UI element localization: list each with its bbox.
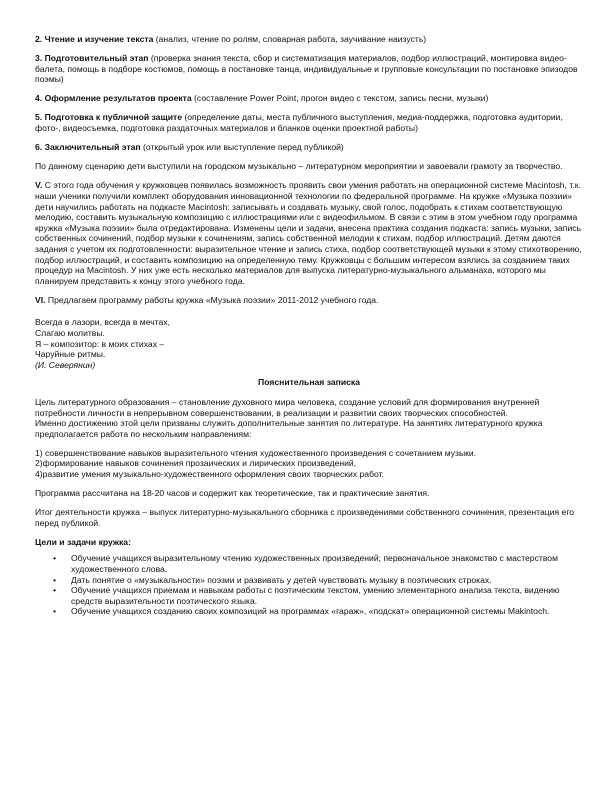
goals-list (35, 553, 583, 617)
section-vi-number: VI. (35, 294, 46, 305)
stage-item (35, 34, 583, 45)
poem-author: (И. Северянин) (35, 359, 96, 370)
stage-description: (определение даты, места публичного выступления, медиа-поддержка, подготовка аудитории, фото-, видеосъемка, подготовка раздаточных материалов и бланков оценки проектной работы) (35, 112, 563, 134)
stage-description: (составление Power Point, прогон видео с текстом, запись песни, музыки) (191, 93, 489, 104)
direction-item: 1) совершенствование навыков выразительного чтения художественного произведения с сочетанием музыки. (35, 447, 477, 458)
stage-number: 2. (35, 34, 43, 44)
section-v-paragraph (35, 180, 583, 286)
direction-item: 2)формирование навыков сочинения прозаических и лирических произведений, (35, 458, 357, 469)
goal-text: Обучение учащихся созданию своих композиций на программах «гараж», «подскат» операционной системы Makintoch. (71, 606, 550, 617)
goal-item (35, 553, 583, 574)
stage-number: 3. (35, 53, 43, 64)
stage-title: Подготовительный этап (44, 53, 149, 64)
goal-text: Обучение учащихся приемам и навыкам работы с поэтическим текстом, умению элементарного анализа текста, видению средств выразительности поэтического языка. (71, 585, 560, 606)
stage-title: Заключительный этап (44, 142, 141, 153)
stage-number: 5. (35, 112, 43, 123)
stage-title: Чтение и изучение текста (44, 34, 154, 44)
stage-description: (проверка знания текста, сбор и систематизация материалов, подбор иллюстраций, монтировка видео-балета, помощь в подборе костюмов, помощь в постановке танца, индивидуальные и групповые консультации по постановке эпизодов поэмы) (35, 53, 578, 85)
note-paragraph: Именно достижению этой цели призваны служить дополнительные занятия по литературе. На занятиях литературного кружка предполагается работа по нескольким направлениям: (35, 418, 543, 439)
bullet-icon: • (53, 606, 57, 617)
epigraph-poem (35, 317, 583, 370)
scenario-paragraph: По данному сценарию дети выступили на городском музыкально – литературном мероприятии и завоевали грамоту за творчество. (35, 161, 563, 172)
document-body (35, 34, 583, 617)
poem-line: Чаруйные ритмы. (35, 349, 106, 360)
note-paragraph: Цель литературного образования – становление духовного мира человека, создание условий для формирования внутренней потребности личности в непрерывном совершенствовании, в реализации и развитии своих творческих способностей. (35, 396, 540, 418)
poem-line: Всегда в лазори, всегда в мечтах, (35, 317, 170, 328)
stage-item (35, 93, 583, 104)
goal-item (35, 606, 583, 617)
stage-title: Оформление результатов проекта (44, 93, 192, 104)
stage-item (35, 53, 583, 85)
poem-line: Слагаю молитвы. (35, 327, 105, 338)
stage-item (35, 142, 583, 153)
section-v-text: С этого года обучения у кружковцев появилась возможность проявить свои умения работать на операционной системе Macintosh, т.к. наши ученики получили комплект оборудования инновационной технологии по федеральной программе. На кружке «Музыка поэзии» дети научились работать на подкасте Macintosh: записывать и создавать музыку, свой голос, подобрать к стихам соответствующую мелодию, составить музыкальную композицию с иллюстрациями или с видеофильмом. В связи с этим в этом учебном году программа кружка «Музыка поэзии» была отредактирована. Изменены цели и задачи, внесена практика создания подкаста: запись музыки, запись собственных сочинений, подбор музыки к сочинениям, запись собственной мелодии к стихам, подбор иллюстраций. Детям даются задания с учетом их подготовленности: выразительное чтение и запись стиха, подбор соответствующей музыки к этому стихотворению, подбор иллюстраций, и составить композицию на определенную тему. Кружковцы с большим интересом взялись за созданием таких процедур на Macintosh. У них уже есть несколько материалов для выпуска литературно-музыкального альманаха, которого мы планируем представить к концу этого учебного года. (35, 180, 582, 286)
directions-list (35, 448, 583, 480)
direction-item: 4)развитие умения музыкально-художественного оформления своих творческих работ. (35, 469, 384, 479)
goal-text: Дать понятие о «музыкальности» поэзии и развивать у детей чувствовать музыку в поэтических строках. (71, 574, 492, 585)
explanatory-note-title: Пояснительная записка (258, 377, 360, 388)
hours-paragraph: Программа рассчитана на 18-20 часов и содержит как теоретические, так и практические занятия. (35, 488, 430, 499)
stage-number: 4. (35, 93, 43, 104)
stage-description: (анализ, чтение по ролям, словарная работа, заучивание наизусть) (153, 34, 427, 44)
section-v-number: V. (35, 180, 43, 191)
stage-title: Подготовка к публичной защите (44, 112, 182, 123)
stage-number: 6. (35, 142, 43, 153)
goals-heading: Цели и задачи кружка: (35, 536, 131, 547)
section-vi-paragraph (35, 295, 583, 306)
goal-item (35, 585, 583, 606)
goal-item (35, 575, 583, 586)
poem-line: Я – композитор: в моих стихах – (35, 338, 165, 349)
bullet-icon: • (53, 574, 57, 585)
section-vi-text: Предлагаем программу работы кружка «Музыка поэзии» 2011-2012 учебного года. (45, 294, 379, 305)
stage-item (35, 112, 583, 133)
stage-description: (открытый урок или выступление перед публикой) (140, 142, 344, 153)
goal-text: Обучение учащихся выразительному чтению художественных произведений; первоначальное знакомство с мастерством художественного слова. (71, 553, 558, 575)
bullet-icon: • (53, 553, 57, 564)
bullet-icon: • (53, 585, 57, 596)
result-paragraph: Итог деятельности кружка – выпуск литературно-музыкального сборника с произведениями собственного сочинения, презентация его перед публикой. (35, 507, 575, 528)
